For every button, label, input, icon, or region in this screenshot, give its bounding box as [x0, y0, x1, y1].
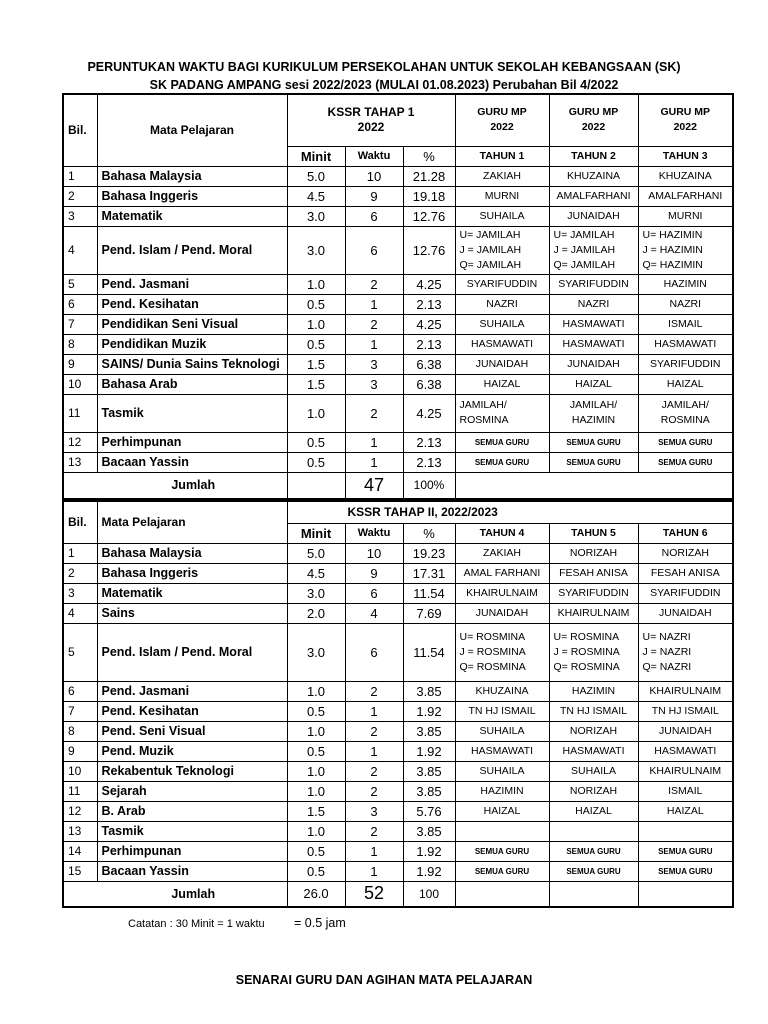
- subject-name: Bahasa Arab: [97, 374, 287, 394]
- minit-value: 0.5: [287, 432, 345, 452]
- table-row: [63, 543, 733, 563]
- waktu-value: 9: [345, 563, 403, 583]
- row-number: 10: [63, 761, 97, 781]
- teacher-cell: SYARIFUDDIN: [638, 354, 733, 374]
- header-subject: Mata Pelajaran: [97, 501, 287, 543]
- pct-value: 19.23: [403, 543, 455, 563]
- row-number: 2: [63, 186, 97, 206]
- pct-value: 4.25: [403, 274, 455, 294]
- teacher-cell: AMALFARHANI: [549, 186, 638, 206]
- minit-value: 0.5: [287, 741, 345, 761]
- table-row: [63, 701, 733, 721]
- teacher-cell: JUNAIDAH: [549, 206, 638, 226]
- teacher-cell: SUHAILA: [455, 314, 549, 334]
- minit-value: 3.0: [287, 583, 345, 603]
- pct-value: 1.92: [403, 701, 455, 721]
- document-subtitle: SK PADANG AMPANG sesi 2022/2023 (MULAI 01.08.2023) Perubahan Bil 4/2022: [149, 78, 619, 92]
- teacher-cell: HAIZAL: [549, 374, 638, 394]
- waktu-value: 6: [345, 226, 403, 274]
- note-jam: = 0.5 jam: [294, 916, 346, 930]
- teacher-cell: KHAIRULNAIM: [549, 603, 638, 623]
- teacher-cell: TN HJ ISMAIL: [549, 701, 638, 721]
- teacher-cell: SEMUA GURU: [549, 432, 638, 452]
- table-row: [63, 274, 733, 294]
- teacher-cell: ISMAIL: [638, 314, 733, 334]
- pct-value: 4.25: [403, 314, 455, 334]
- pct-value: 6.38: [403, 354, 455, 374]
- header-tahun-3: TAHUN 3: [638, 146, 733, 166]
- header-subject: Mata Pelajaran: [97, 94, 287, 166]
- row-number: 2: [63, 563, 97, 583]
- jumlah-blank: [638, 881, 733, 907]
- subject-name: Pend. Kesihatan: [97, 294, 287, 314]
- row-number: 7: [63, 314, 97, 334]
- teacher-cell: U= JAMILAH J = JAMILAH Q= JAMILAH: [549, 226, 638, 274]
- row-number: 12: [63, 801, 97, 821]
- row-number: 3: [63, 206, 97, 226]
- header-bil: Bil.: [63, 501, 97, 543]
- row-number: 12: [63, 432, 97, 452]
- header-tahun-5: TAHUN 5: [549, 523, 638, 543]
- waktu-value: 6: [345, 623, 403, 681]
- subject-name: Sains: [97, 603, 287, 623]
- table-tahap-2: [62, 500, 734, 908]
- minit-value: 2.0: [287, 603, 345, 623]
- waktu-value: 1: [345, 452, 403, 472]
- pct-value: 2.13: [403, 294, 455, 314]
- teacher-cell: HAZIMIN: [455, 781, 549, 801]
- subject-name: Perhimpunan: [97, 841, 287, 861]
- subject-name: B. Arab: [97, 801, 287, 821]
- table-row: [63, 841, 733, 861]
- waktu-value: 2: [345, 394, 403, 432]
- teacher-cell: FESAH ANISA: [549, 563, 638, 583]
- row-number: 6: [63, 681, 97, 701]
- header-kssr: KSSR TAHAP II, 2022/2023: [287, 501, 733, 523]
- minit-value: 1.0: [287, 821, 345, 841]
- table-row: [63, 226, 733, 274]
- teacher-cell: NAZRI: [638, 294, 733, 314]
- teacher-cell: KHAIRULNAIM: [638, 761, 733, 781]
- teacher-cell: SEMUA GURU: [549, 861, 638, 881]
- row-number: 14: [63, 841, 97, 861]
- teacher-cell: JUNAIDAH: [455, 354, 549, 374]
- teacher-cell: HASMAWATI: [455, 334, 549, 354]
- header-tahun-1: TAHUN 1: [455, 146, 549, 166]
- jumlah-label: Jumlah: [63, 881, 287, 907]
- teacher-cell: HAZIMIN: [638, 274, 733, 294]
- minit-value: 0.5: [287, 841, 345, 861]
- subject-name: Pend. Muzik: [97, 741, 287, 761]
- teacher-cell: SUHAILA: [455, 721, 549, 741]
- pct-value: 12.76: [403, 226, 455, 274]
- teacher-cell: KHAIRULNAIM: [455, 583, 549, 603]
- pct-value: 2.13: [403, 334, 455, 354]
- minit-value: 1.0: [287, 274, 345, 294]
- teacher-cell: AMAL FARHANI: [455, 563, 549, 583]
- waktu-value: 3: [345, 354, 403, 374]
- pct-value: 3.85: [403, 721, 455, 741]
- table-row: [63, 432, 733, 452]
- teacher-cell: SUHAILA: [455, 761, 549, 781]
- pct-value: 3.85: [403, 781, 455, 801]
- row-number: 4: [63, 603, 97, 623]
- minit-value: 0.5: [287, 701, 345, 721]
- minit-value: 1.0: [287, 314, 345, 334]
- teacher-cell: SYARIFUDDIN: [549, 583, 638, 603]
- teacher-cell: KHAIRULNAIM: [638, 681, 733, 701]
- waktu-value: 6: [345, 206, 403, 226]
- waktu-value: 1: [345, 294, 403, 314]
- minit-value: 0.5: [287, 452, 345, 472]
- subject-name: Pend. Jasmani: [97, 681, 287, 701]
- row-number: 1: [63, 166, 97, 186]
- footer-title: SENARAI GURU DAN AGIHAN MATA PELAJARAN: [235, 973, 533, 987]
- subject-name: Pendidikan Seni Visual: [97, 314, 287, 334]
- subject-name: Sejarah: [97, 781, 287, 801]
- table-row: [63, 741, 733, 761]
- teacher-cell: NAZRI: [549, 294, 638, 314]
- jumlah-minit: [287, 472, 345, 499]
- waktu-value: 2: [345, 314, 403, 334]
- table-row: [63, 452, 733, 472]
- minit-value: 1.5: [287, 374, 345, 394]
- row-number: 3: [63, 583, 97, 603]
- teacher-cell: HAZIMIN: [549, 681, 638, 701]
- subject-name: Bahasa Inggeris: [97, 563, 287, 583]
- teacher-cell: JAMILAH/ ROSMINA: [455, 394, 549, 432]
- row-number: 4: [63, 226, 97, 274]
- pct-value: 21.28: [403, 166, 455, 186]
- header-kssr: KSSR TAHAP 1 2022: [287, 94, 455, 146]
- minit-value: 1.0: [287, 394, 345, 432]
- row-number: 13: [63, 821, 97, 841]
- teacher-cell: U= HAZIMIN J = HAZIMIN Q= HAZIMIN: [638, 226, 733, 274]
- teacher-cell: TN HJ ISMAIL: [455, 701, 549, 721]
- jumlah-minit: 26.0: [287, 881, 345, 907]
- subject-name: Matematik: [97, 206, 287, 226]
- minit-value: 4.5: [287, 186, 345, 206]
- teacher-cell: ZAKIAH: [455, 166, 549, 186]
- document-title: PERUNTUKAN WAKTU BAGI KURIKULUM PERSEKOLAHAN UNTUK SEKOLAH KEBANGSAAN (SK): [87, 60, 681, 74]
- waktu-value: 3: [345, 801, 403, 821]
- pct-value: 3.85: [403, 681, 455, 701]
- pct-value: 1.92: [403, 741, 455, 761]
- row-number: 6: [63, 294, 97, 314]
- teacher-cell: TN HJ ISMAIL: [638, 701, 733, 721]
- row-number: 10: [63, 374, 97, 394]
- teacher-cell: AMALFARHANI: [638, 186, 733, 206]
- teacher-cell: SUHAILA: [549, 761, 638, 781]
- teacher-cell: SEMUA GURU: [638, 841, 733, 861]
- waktu-value: 1: [345, 861, 403, 881]
- subject-name: Tasmik: [97, 821, 287, 841]
- table-row: [63, 681, 733, 701]
- waktu-value: 3: [345, 374, 403, 394]
- teacher-cell: SYARIFUDDIN: [549, 274, 638, 294]
- pct-value: 5.76: [403, 801, 455, 821]
- teacher-cell: HASMAWATI: [549, 741, 638, 761]
- teacher-cell: NORIZAH: [549, 721, 638, 741]
- table-row: [63, 623, 733, 681]
- table-row: [63, 761, 733, 781]
- teacher-cell: KHUZAINA: [638, 166, 733, 186]
- row-number: 5: [63, 274, 97, 294]
- pct-value: 3.85: [403, 761, 455, 781]
- minit-value: 5.0: [287, 166, 345, 186]
- table-row: [63, 563, 733, 583]
- header-tahun-2: TAHUN 2: [549, 146, 638, 166]
- row-number: 8: [63, 334, 97, 354]
- teacher-cell: ISMAIL: [638, 781, 733, 801]
- subject-name: Tasmik: [97, 394, 287, 432]
- row-number: 7: [63, 701, 97, 721]
- teacher-cell: JUNAIDAH: [455, 603, 549, 623]
- pct-value: 6.38: [403, 374, 455, 394]
- table-row: [63, 721, 733, 741]
- pct-value: 4.25: [403, 394, 455, 432]
- header-pct: %: [403, 146, 455, 166]
- teacher-cell: SEMUA GURU: [455, 841, 549, 861]
- waktu-value: 1: [345, 841, 403, 861]
- teacher-cell: SYARIFUDDIN: [455, 274, 549, 294]
- subject-name: Bahasa Malaysia: [97, 166, 287, 186]
- table-row: [63, 583, 733, 603]
- minit-value: 3.0: [287, 623, 345, 681]
- teacher-cell: [638, 821, 733, 841]
- pct-value: 2.13: [403, 432, 455, 452]
- teacher-cell: SEMUA GURU: [638, 452, 733, 472]
- table-row: [63, 861, 733, 881]
- row-number: 9: [63, 354, 97, 374]
- teacher-cell: HASMAWATI: [455, 741, 549, 761]
- minit-value: 5.0: [287, 543, 345, 563]
- pct-value: 2.13: [403, 452, 455, 472]
- teacher-cell: SEMUA GURU: [455, 452, 549, 472]
- subject-name: Bahasa Inggeris: [97, 186, 287, 206]
- teacher-cell: HAIZAL: [455, 801, 549, 821]
- teacher-cell: MURNI: [638, 206, 733, 226]
- pct-value: 11.54: [403, 623, 455, 681]
- jumlah-blank: [549, 881, 638, 907]
- table-row: [63, 603, 733, 623]
- subject-name: Perhimpunan: [97, 432, 287, 452]
- teacher-cell: NORIZAH: [549, 543, 638, 563]
- waktu-value: 2: [345, 274, 403, 294]
- waktu-value: 1: [345, 334, 403, 354]
- teacher-cell: U= NAZRI J = NAZRI Q= NAZRI: [638, 623, 733, 681]
- table-row: [63, 781, 733, 801]
- subject-name: Bahasa Malaysia: [97, 543, 287, 563]
- teacher-cell: SEMUA GURU: [638, 432, 733, 452]
- subject-name: Bacaan Yassin: [97, 452, 287, 472]
- teacher-cell: [455, 821, 549, 841]
- row-number: 5: [63, 623, 97, 681]
- waktu-value: 2: [345, 781, 403, 801]
- teacher-cell: U= ROSMINA J = ROSMINA Q= ROSMINA: [549, 623, 638, 681]
- header-tahun-4: TAHUN 4: [455, 523, 549, 543]
- teacher-cell: KHUZAINA: [549, 166, 638, 186]
- pct-value: 12.76: [403, 206, 455, 226]
- teacher-cell: NORIZAH: [549, 781, 638, 801]
- teacher-cell: HAIZAL: [549, 801, 638, 821]
- subject-name: Rekabentuk Teknologi: [97, 761, 287, 781]
- waktu-value: 1: [345, 701, 403, 721]
- waktu-value: 10: [345, 543, 403, 563]
- pct-value: 3.85: [403, 821, 455, 841]
- teacher-cell: U= JAMILAH J = JAMILAH Q= JAMILAH: [455, 226, 549, 274]
- teacher-cell: KHUZAINA: [455, 681, 549, 701]
- header-tahun-6: TAHUN 6: [638, 523, 733, 543]
- header-guru-3: GURU MP 2022: [638, 94, 733, 146]
- teacher-cell: SEMUA GURU: [549, 841, 638, 861]
- teacher-cell: [549, 821, 638, 841]
- waktu-value: 2: [345, 681, 403, 701]
- subject-name: Pend. Islam / Pend. Moral: [97, 623, 287, 681]
- table-row: [63, 374, 733, 394]
- header-waktu: Waktu: [345, 146, 403, 166]
- minit-value: 0.5: [287, 294, 345, 314]
- waktu-value: 1: [345, 741, 403, 761]
- jumlah-blank: [455, 472, 733, 499]
- subject-name: Bacaan Yassin: [97, 861, 287, 881]
- waktu-value: 2: [345, 721, 403, 741]
- teacher-cell: JUNAIDAH: [549, 354, 638, 374]
- subject-name: Pendidikan Muzik: [97, 334, 287, 354]
- pct-value: 1.92: [403, 861, 455, 881]
- teacher-cell: JAMILAH/ HAZIMIN: [549, 394, 638, 432]
- minit-value: 1.0: [287, 761, 345, 781]
- teacher-cell: NORIZAH: [638, 543, 733, 563]
- header-minit: Minit: [287, 523, 345, 543]
- jumlah-pct: 100%: [403, 472, 455, 499]
- teacher-cell: HAIZAL: [455, 374, 549, 394]
- minit-value: 3.0: [287, 206, 345, 226]
- pct-value: 7.69: [403, 603, 455, 623]
- note-catatan: Catatan : 30 Minit = 1 waktu: [128, 918, 265, 930]
- row-number: 8: [63, 721, 97, 741]
- header-guru-2: GURU MP 2022: [549, 94, 638, 146]
- jumlah-pct: 100: [403, 881, 455, 907]
- header-minit: Minit: [287, 146, 345, 166]
- waktu-value: 9: [345, 186, 403, 206]
- teacher-cell: HAIZAL: [638, 374, 733, 394]
- teacher-cell: JAMILAH/ ROSMINA: [638, 394, 733, 432]
- row-number: 15: [63, 861, 97, 881]
- minit-value: 1.5: [287, 801, 345, 821]
- minit-value: 0.5: [287, 861, 345, 881]
- table-row: [63, 166, 733, 186]
- teacher-cell: ZAKIAH: [455, 543, 549, 563]
- waktu-value: 6: [345, 583, 403, 603]
- pct-value: 1.92: [403, 841, 455, 861]
- table-row: [63, 294, 733, 314]
- pct-value: 11.54: [403, 583, 455, 603]
- teacher-cell: SEMUA GURU: [638, 861, 733, 881]
- header-guru-1: GURU MP 2022: [455, 94, 549, 146]
- teacher-cell: HASMAWATI: [638, 741, 733, 761]
- subject-name: Pend. Seni Visual: [97, 721, 287, 741]
- minit-value: 1.0: [287, 721, 345, 741]
- jumlah-waktu: 47: [345, 472, 403, 499]
- teacher-cell: SEMUA GURU: [455, 861, 549, 881]
- teacher-cell: SUHAILA: [455, 206, 549, 226]
- jumlah-waktu: 52: [345, 881, 403, 907]
- teacher-cell: SEMUA GURU: [549, 452, 638, 472]
- waktu-value: 4: [345, 603, 403, 623]
- row-number: 13: [63, 452, 97, 472]
- table-row: [63, 394, 733, 432]
- minit-value: 3.0: [287, 226, 345, 274]
- minit-value: 0.5: [287, 334, 345, 354]
- minit-value: 4.5: [287, 563, 345, 583]
- teacher-cell: HASMAWATI: [638, 334, 733, 354]
- waktu-value: 2: [345, 821, 403, 841]
- teacher-cell: HASMAWATI: [549, 334, 638, 354]
- minit-value: 1.0: [287, 781, 345, 801]
- row-number: 9: [63, 741, 97, 761]
- table-row: [63, 206, 733, 226]
- header-pct: %: [403, 523, 455, 543]
- jumlah-label: Jumlah: [63, 472, 287, 499]
- header-bil: Bil.: [63, 94, 97, 166]
- teacher-cell: U= ROSMINA J = ROSMINA Q= ROSMINA: [455, 623, 549, 681]
- pct-value: 19.18: [403, 186, 455, 206]
- subject-name: SAINS/ Dunia Sains Teknologi: [97, 354, 287, 374]
- row-number: 1: [63, 543, 97, 563]
- teacher-cell: SYARIFUDDIN: [638, 583, 733, 603]
- minit-value: 1.5: [287, 354, 345, 374]
- table-row: [63, 821, 733, 841]
- teacher-cell: MURNI: [455, 186, 549, 206]
- table-tahap-1: [62, 93, 734, 500]
- teacher-cell: NAZRI: [455, 294, 549, 314]
- table-row: [63, 354, 733, 374]
- waktu-value: 10: [345, 166, 403, 186]
- subject-name: Matematik: [97, 583, 287, 603]
- teacher-cell: FESAH ANISA: [638, 563, 733, 583]
- table-row: [63, 186, 733, 206]
- table-row: [63, 314, 733, 334]
- jumlah-blank: [455, 881, 549, 907]
- teacher-cell: HASMAWATI: [549, 314, 638, 334]
- minit-value: 1.0: [287, 681, 345, 701]
- teacher-cell: SEMUA GURU: [455, 432, 549, 452]
- teacher-cell: HAIZAL: [638, 801, 733, 821]
- waktu-value: 2: [345, 761, 403, 781]
- header-waktu: Waktu: [345, 523, 403, 543]
- table-row: [63, 801, 733, 821]
- subject-name: Pend. Islam / Pend. Moral: [97, 226, 287, 274]
- pct-value: 17.31: [403, 563, 455, 583]
- row-number: 11: [63, 781, 97, 801]
- teacher-cell: JUNAIDAH: [638, 603, 733, 623]
- subject-name: Pend. Kesihatan: [97, 701, 287, 721]
- row-number: 11: [63, 394, 97, 432]
- teacher-cell: JUNAIDAH: [638, 721, 733, 741]
- subject-name: Pend. Jasmani: [97, 274, 287, 294]
- waktu-value: 1: [345, 432, 403, 452]
- table-row: [63, 334, 733, 354]
